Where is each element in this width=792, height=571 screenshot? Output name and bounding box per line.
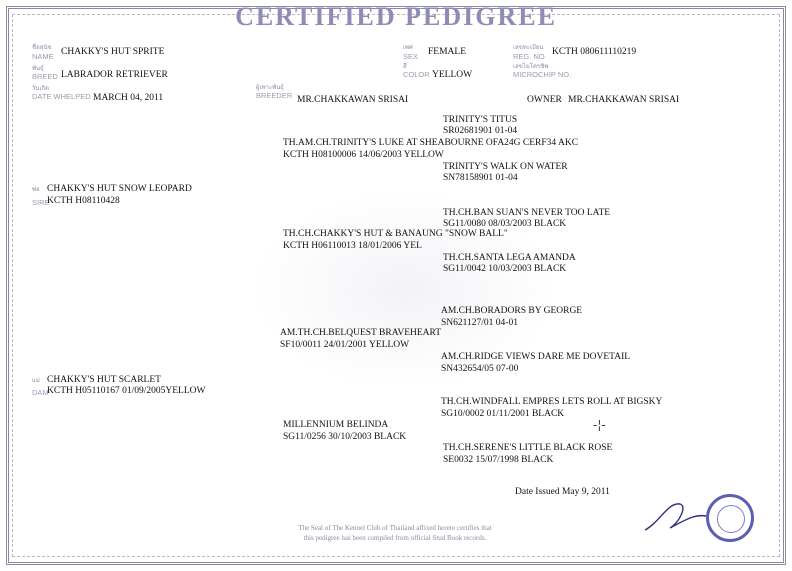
ssd-name: TRINITY'S WALK ON WATER xyxy=(443,162,568,172)
ss-name: TH.AM.CH.TRINITY'S LUKE AT SHEABOURNE OFA24G CERF34 AKC xyxy=(283,138,579,148)
ds-reg: SF10/0011 24/01/2001 YELLOW xyxy=(280,340,410,350)
dog-color: YELLOW xyxy=(432,70,473,80)
breed-label: BREED xyxy=(32,72,58,81)
ss-reg: KCTH H08100006 14/06/2003 YELLOW xyxy=(283,150,444,160)
sire-label: SIRE xyxy=(32,198,50,207)
sdd-reg: SG11/0042 10/03/2003 BLACK xyxy=(443,264,567,274)
sds-reg: SG11/0080 08/03/2003 BLACK xyxy=(443,219,567,229)
whelped-label-thai: วันเกิด xyxy=(32,86,50,92)
ddd-reg: SE0032 15/07/1998 BLACK xyxy=(443,455,554,465)
dds-reg: SG10/0002 01/11/2001 BLACK xyxy=(441,409,565,419)
reg-label-thai: เลขทะเบียน xyxy=(513,45,544,51)
ssd-reg: SN78158901 01-04 xyxy=(443,173,518,183)
color-label: COLOR xyxy=(403,70,430,79)
seal-emblem-icon xyxy=(717,505,745,533)
owner-label: OWNER xyxy=(527,95,562,105)
dds-name: TH.CH.WINDFALL EMPRES LETS ROLL AT BIGSKY xyxy=(441,397,663,407)
dog-sex: FEMALE xyxy=(428,47,466,57)
dss-reg: SN621127/01 04-01 xyxy=(441,318,518,328)
microchip-label: MICROCHIP NO. xyxy=(513,70,572,79)
issue-date: Date Issued May 9, 2011 xyxy=(515,487,610,497)
sire-label-thai: พ่อ xyxy=(32,187,40,193)
sds-name: TH.CH.BAN SUAN'S NEVER TOO LATE xyxy=(443,208,611,218)
breeder-label-thai: ผู้เพาะพันธุ์ xyxy=(256,85,284,91)
dog-reg-no: KCTH 080611110219 xyxy=(552,47,637,57)
crosshair-mark: -¦- xyxy=(593,418,606,432)
sire-reg: KCTH H08110428 xyxy=(47,196,120,206)
sss-name: TRINITY'S TITUS xyxy=(443,115,518,125)
dog-breeder: MR.CHAKKAWAN SRISAI xyxy=(297,95,409,105)
signature-mark xyxy=(640,492,710,537)
dam-name: CHAKKY'S HUT SCARLET xyxy=(47,375,161,385)
sd-reg: KCTH H06110013 18/01/2006 YEL xyxy=(283,241,422,251)
dog-whelped: MARCH 04, 2011 xyxy=(93,93,164,103)
sex-label-thai: เพศ xyxy=(403,45,413,51)
ds-name: AM.TH.CH.BELQUEST BRAVEHEART xyxy=(280,328,442,338)
footer-line-2: this pedigree has been compiled from official Stud Book records. xyxy=(303,534,487,542)
certificate-title: CERTIFIED PEDIGREE xyxy=(235,2,557,31)
sire-name: CHAKKY'S HUT SNOW LEOPARD xyxy=(47,184,192,194)
dd-name: MILLENNIUM BELINDA xyxy=(283,420,389,430)
reg-label: REG. NO xyxy=(513,52,545,61)
dam-reg: KCTH H05110167 01/09/2005YELLOW xyxy=(47,386,206,396)
dsd-reg: SN432654/05 07-00 xyxy=(441,364,519,374)
sd-name: TH.CH.CHAKKY'S HUT & BANAUNG "SNOW BALL" xyxy=(283,229,508,239)
dog-owner: MR.CHAKKAWAN SRISAI xyxy=(568,95,680,105)
certification-footer xyxy=(230,523,560,543)
footer-line-1: The Seal of The Kennel Club of Thailand affixed hereto certifies that xyxy=(298,524,492,532)
kennel-club-seal xyxy=(706,494,754,542)
dog-name: CHAKKY'S HUT SPRITE xyxy=(61,47,165,57)
whelped-label: DATE WHELPED xyxy=(32,92,91,101)
dd-reg: SG11/0256 30/10/2003 BLACK xyxy=(283,432,407,442)
microchip-label-thai: เลขไมโครชิพ xyxy=(513,64,549,70)
sdd-name: TH.CH.SANTA LEGA AMANDA xyxy=(443,253,576,263)
sss-reg: SR02681901 01-04 xyxy=(443,126,518,136)
breeder-label: BREEDER xyxy=(256,91,293,100)
dog-breed: LABRADOR RETRIEVER xyxy=(61,70,168,80)
dss-name: AM.CH.BORADORS BY GEORGE xyxy=(441,306,583,316)
name-label-thai: ชื่อสุนัข xyxy=(32,45,52,51)
ddd-name: TH.CH.SERENE'S LITTLE BLACK ROSE xyxy=(443,443,613,453)
name-label: NAME xyxy=(32,52,54,61)
dam-label: DAM xyxy=(32,388,49,397)
dsd-name: AM.CH.RIDGE VIEWS DARE ME DOVETAIL xyxy=(441,352,631,362)
breed-label-thai: พันธุ์ xyxy=(32,66,44,72)
dam-label-thai: แม่ xyxy=(32,378,40,384)
sex-label: SEX xyxy=(403,52,419,61)
color-label-thai: สี xyxy=(403,64,407,70)
